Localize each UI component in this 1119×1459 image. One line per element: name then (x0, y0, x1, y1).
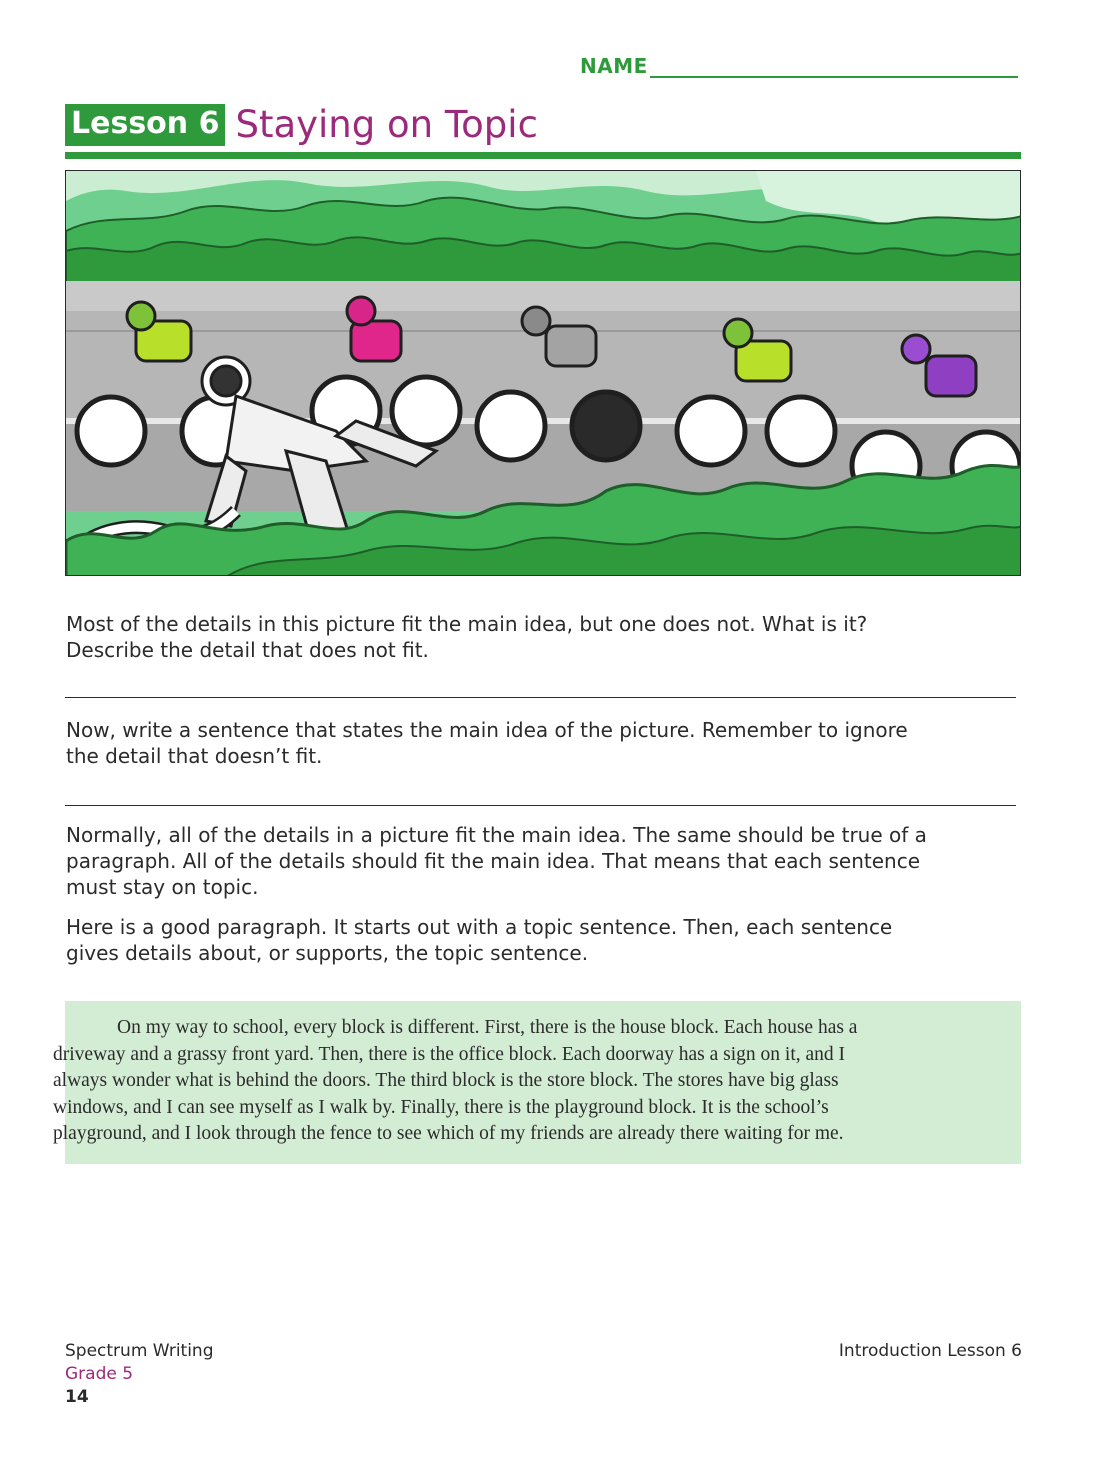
question-odd-detail (66, 611, 1021, 663)
header-rule (65, 152, 1021, 159)
footer-section: Introduction Lesson 6 (838, 1341, 1022, 1361)
question-main-idea-line1: Now, write a sentence that states the main idea of the picture. Remember to ignore (66, 718, 908, 742)
example-line3: always wonder what is behind the doors. The third block is the store block. The stores have big glass (53, 1070, 839, 1091)
name-label: NAME (580, 54, 648, 78)
illustration-svg (66, 171, 1021, 576)
example-line2: driveway and a grassy front yard. Then, there is the office block. Each doorway has a sign on it, and I (53, 1043, 846, 1065)
explanation-line3: must stay on topic. (66, 875, 259, 899)
footer-grade: Grade 5 (65, 1364, 134, 1384)
intro-good-paragraph (66, 914, 1021, 966)
explanation-paragraph (66, 822, 1021, 900)
question-main-idea (66, 717, 1021, 769)
example-paragraph-box (53, 1001, 1021, 1164)
footer-left (65, 1340, 214, 1409)
name-field[interactable] (580, 54, 1020, 80)
example-line5: playground, and I look through the fence to see which of my friends are already there waiting for me. (53, 1123, 844, 1144)
question-odd-detail-line1: Most of the details in this picture fit the main idea, but one does not. What is it? (66, 612, 868, 636)
question-main-idea-line2: the detail that doesn’t fit. (66, 744, 323, 768)
answer-line-1[interactable] (65, 697, 1016, 698)
intro-line1: Here is a good paragraph. It starts out with a topic sentence. Then, each sentence (66, 915, 893, 939)
footer-book-title: Spectrum Writing (65, 1341, 214, 1361)
lesson-title: Staying on Topic (235, 103, 538, 146)
cyclists-illustration (65, 170, 1021, 576)
lesson-badge: Lesson 6 (65, 104, 225, 146)
explanation-line1: Normally, all of the details in a picture fit the main idea. The same should be true of a (66, 823, 927, 847)
answer-line-2[interactable] (65, 805, 1016, 806)
intro-line2: gives details about, or supports, the topic sentence. (66, 941, 589, 965)
page-number: 14 (65, 1387, 89, 1407)
lesson-header (65, 102, 538, 148)
explanation-line2: paragraph. All of the details should fit the main idea. That means that each sentence (66, 849, 921, 873)
question-odd-detail-line2: Describe the detail that does not fit. (66, 638, 429, 662)
example-line1: On my way to school, every block is different. First, there is the house block. Each house has a (117, 1017, 858, 1038)
name-write-line[interactable] (650, 76, 1018, 78)
example-line4: windows, and I can see myself as I walk by. Finally, there is the playground block. It is the school’s (53, 1096, 829, 1118)
example-paragraph (53, 1015, 1001, 1148)
